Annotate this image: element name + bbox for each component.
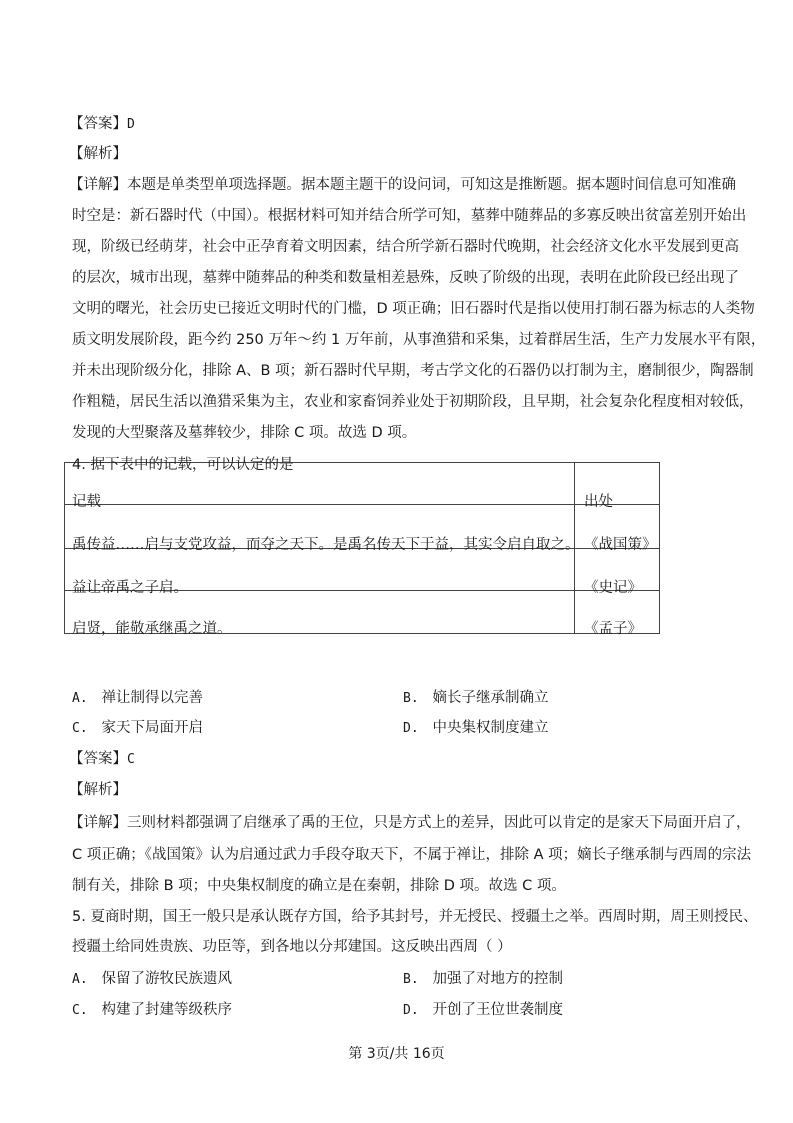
q3-analysis-label: 【解析】 xyxy=(69,146,127,162)
table-row-3-record: 启贤，能敬承继禹之道。 xyxy=(72,621,232,637)
table-row-2-source: 《史记》 xyxy=(584,580,642,596)
table-row-3-source: 《孟子》 xyxy=(584,621,642,637)
table-row-2-record: 益让帝禹之子启。 xyxy=(72,580,188,596)
q4-option-c[interactable]: C. 家天下局面开启 xyxy=(72,720,203,736)
q4-stem: 4. 据下表中的记载，可以认定的是 xyxy=(72,457,294,473)
q3-detail-line-0: 【详解】本题是单类型单项选择题。据本题主题干的设问词，可知这是推断题。据本题时间信息可知准确 xyxy=(69,177,736,193)
q4-detail-line-2: 制有关，排除 B 项；中央集权制度的确立是在秦朝，排除 D 项。故选 C 项。 xyxy=(72,878,566,894)
q5-option-d[interactable]: D. 开创了王位世袭制度 xyxy=(403,1002,563,1018)
q5-option-b[interactable]: B. 加强了对地方的控制 xyxy=(403,971,563,987)
table-header-record: 记载 xyxy=(72,494,101,510)
page-number-footer: 第 3页/共 16页 xyxy=(348,1046,445,1062)
table-border-right xyxy=(659,462,660,633)
q4-analysis-label: 【解析】 xyxy=(69,782,127,798)
q3-detail-line-2: 现，阶级已经萌芽，社会中正孕育着文明因素，结合所学新石器时代晚期，社会经济文化水平发展到更高 xyxy=(72,239,739,255)
table-row-1-source: 《战国策》 xyxy=(584,537,657,553)
q3-detail-line-6: 并未出现阶级分化，排除 A、B 项；新石器时代早期，考古学文化的石器仍以打制为主，磨制很少，陶器制 xyxy=(72,363,754,379)
table-rule-1 xyxy=(64,504,660,505)
q3-detail-line-7: 作粗糙，居民生活以渔猎采集为主，农业和家畜饲养业处于初期阶段，且早期，社会复杂化程度相对较低， xyxy=(72,394,754,410)
table-header-source: 出处 xyxy=(584,494,613,510)
q4-answer: 【答案】C xyxy=(69,751,135,767)
q4-option-a[interactable]: A. 禅让制得以完善 xyxy=(72,690,203,706)
q3-answer: 【答案】D xyxy=(69,116,135,132)
q5-stem-line-0: 5. 夏商时期，国王一般只是承认既存方国，给予其封号，并无授民、授疆土之举。西周时期，周王则授民、 xyxy=(72,909,758,925)
q3-detail-line-5: 质文明发展阶段，距今约 250 万年～约 1 万年前，从事渔猎和采集，过着群居生活，生产力发展水平有限， xyxy=(72,332,766,348)
q3-detail-line-1: 时空是：新石器时代（中国）。根据材料可知并结合所学可知，墓葬中随葬品的多寡反映出贫富差别开始出 xyxy=(72,208,747,224)
table-border-left xyxy=(64,462,65,633)
q5-stem-line-1: 授疆土给同姓贵族、功臣等，到各地以分邦建国。这反映出西周（ ） xyxy=(72,939,512,955)
q4-detail-line-0: 【详解】三则材料都强调了启继承了禹的王位，只是方式上的差异，因此可以肯定的是家天下局面开启了， xyxy=(69,815,751,831)
q3-detail-line-4: 文明的曙光，社会历史已接近文明时代的门槛，D 项正确；旧石器时代是指以使用打制石器为标志的人类物 xyxy=(72,301,755,317)
q5-option-c[interactable]: C. 构建了封建等级秩序 xyxy=(72,1002,232,1018)
q3-detail-line-3: 的层次，城市出现，墓葬中随葬品的种类和数量相差悬殊，反映了阶级的出现，表明在此阶段已经出现了 xyxy=(72,270,739,286)
q4-option-d[interactable]: D. 中央集权制度建立 xyxy=(403,720,549,736)
q5-option-a[interactable]: A. 保留了游牧民族遗风 xyxy=(72,971,232,987)
table-row-1-record: 禹传益……启与支党攻益，而夺之天下。是禹名传天下于益，其实令启自取之。 xyxy=(72,537,580,553)
q3-detail-line-8: 发现的大型聚落及墓葬较少，排除 C 项。故选 D 项。 xyxy=(72,425,417,441)
q4-option-b[interactable]: B. 嫡长子继承制确立 xyxy=(403,690,549,706)
q4-detail-line-1: C 项正确；《战国策》认为启通过武力手段夺取天下，不属于禅让，排除 A 项；嫡长子继承制与西周的宗法 xyxy=(72,847,752,863)
